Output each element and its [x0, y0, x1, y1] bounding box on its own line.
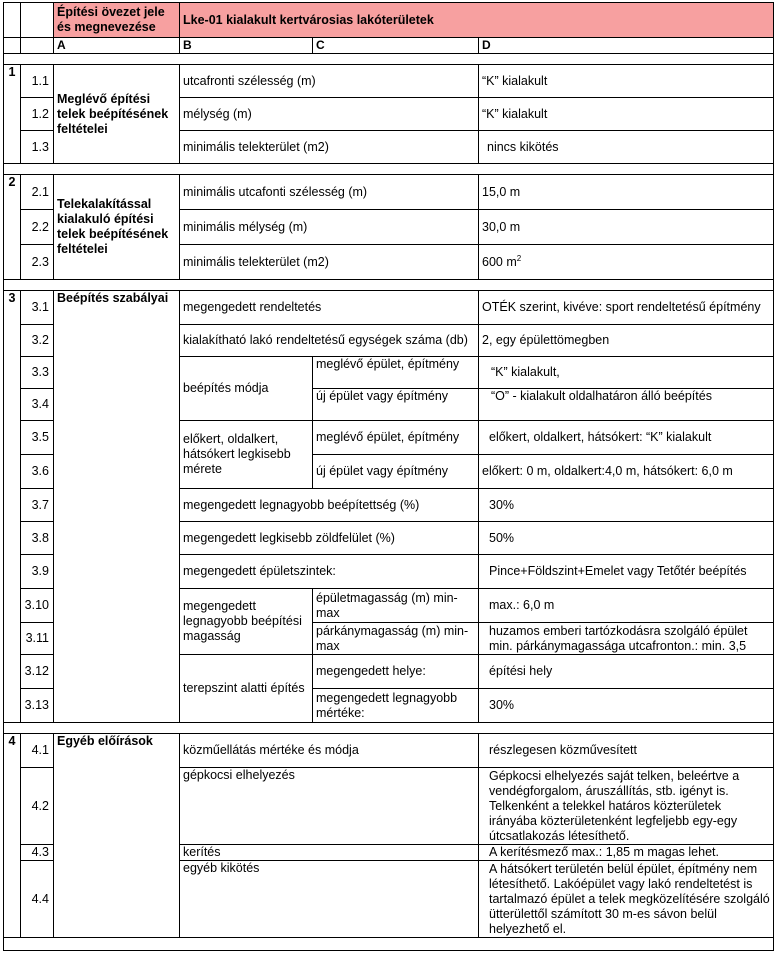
row-number: 3.13	[21, 689, 54, 723]
row-value: “K” kialakult,	[479, 357, 774, 389]
col-c-label: C	[313, 38, 479, 54]
section-title: Telekalakítással kialakuló építési telek beépítésének feltételei	[54, 175, 180, 280]
group-label: terepszint alatti építés	[180, 655, 313, 723]
row-label: minimális utcafonti szélesség (m)	[180, 175, 479, 210]
blank-cell	[4, 38, 21, 54]
row-value: 2, egy épülettömegben	[479, 325, 774, 357]
area-value: 600 m	[482, 254, 517, 269]
zone-title-cell: Lke-01 kialakult kertvárosias lakóterületek	[180, 3, 774, 38]
row-value: részlegesen közművesített	[479, 734, 774, 768]
section-number: 2	[4, 175, 21, 280]
sub-label: új épület vagy építmény	[313, 455, 479, 489]
row-number: 1.1	[21, 65, 54, 98]
spacer-cell	[4, 938, 774, 951]
row-label: megengedett legnagyobb beépítettség (%)	[180, 489, 479, 522]
row-value	[479, 245, 774, 280]
spacer-cell	[4, 280, 774, 291]
sub-label: megengedett legnagyobb mértéke:	[313, 689, 479, 723]
col-a-label: A	[54, 38, 180, 54]
row-number: 2.2	[21, 210, 54, 245]
sub-label: új épület vagy építmény	[313, 389, 479, 421]
row-number: 2.1	[21, 175, 54, 210]
spacer-cell	[4, 723, 774, 734]
row-number: 3.8	[21, 522, 54, 555]
row-label: egyéb kikötés	[180, 861, 479, 938]
group-label: megengedett legnagyobb beépítési magasság	[180, 589, 313, 655]
group-label: beépítés módja	[180, 357, 313, 421]
row-value: OTÉK szerint, kivéve: sport rendeltetésű építmény	[479, 291, 774, 325]
row-value: “K” kialakult	[479, 98, 774, 131]
row-number: 3.6	[21, 455, 54, 489]
table-row	[4, 734, 774, 768]
row-number: 3.5	[21, 421, 54, 455]
sub-label: meglévő épület, építmény	[313, 357, 479, 389]
row-label: megengedett rendeltetés	[180, 291, 479, 325]
table-header-row	[4, 3, 774, 38]
col-b-label: B	[180, 38, 313, 54]
row-value: A kerítésmező max.: 1,85 m magas lehet.	[479, 845, 774, 861]
row-label: gépkocsi elhelyezés	[180, 768, 479, 845]
group-label: előkert, oldalkert, hátsókert legkisebb mérete	[180, 421, 313, 489]
row-number: 1.3	[21, 131, 54, 164]
row-label: minimális telekterület (m2)	[180, 245, 479, 280]
section-number: 1	[4, 65, 21, 164]
row-value: 30,0 m	[479, 210, 774, 245]
corner-cell	[4, 3, 21, 38]
row-label: minimális telekterület (m2)	[180, 131, 479, 164]
row-value: Gépkocsi elhelyezés saját telken, beleértve a vendégforgalom, áruszállítás, stb. igényt is. Telkenként a telekkel határos közterületek irányába közterületenként legfeljebb egy-egy útcsatlakozás létesíthető.	[479, 768, 774, 845]
row-number: 1.2	[21, 98, 54, 131]
section-title: Egyéb előírások	[54, 734, 180, 938]
section-title: Meglévő építési telek beépítésének feltételei	[54, 65, 180, 164]
section-number: 4	[4, 734, 21, 938]
row-label: megengedett legkisebb zöldfelület (%)	[180, 522, 479, 555]
row-value: 30%	[479, 689, 774, 723]
row-label: kialakítható lakó rendeltetésű egységek száma (db)	[180, 325, 479, 357]
row-number: 4.2	[21, 768, 54, 845]
row-number: 4.4	[21, 861, 54, 938]
row-number: 4.1	[21, 734, 54, 768]
row-number: 3.1	[21, 291, 54, 325]
row-value: max.: 6,0 m	[479, 589, 774, 623]
row-number: 4.3	[21, 845, 54, 861]
sub-label: épületmagasság (m) min-max	[313, 589, 479, 623]
spacer-row	[4, 54, 774, 65]
sub-label: megengedett helye:	[313, 655, 479, 689]
row-number: 3.11	[21, 623, 54, 655]
row-label: mélység (m)	[180, 98, 479, 131]
sub-label: párkánymagasság (m) min-max	[313, 623, 479, 655]
row-value: A hátsókert területén belül épület, építmény nem létesíthető. Lakóépület vagy lakó rendeltetést is tartalmazó épület a telek megközelítésére szolgáló ütterülettől számított 30 m-es sávon belül helyezhető el.	[479, 861, 774, 938]
row-value: nincs kikötés	[479, 131, 774, 164]
row-number: 3.12	[21, 655, 54, 689]
table-row	[4, 65, 774, 98]
table-row	[4, 291, 774, 325]
row-label: minimális mélység (m)	[180, 210, 479, 245]
blank-cell	[21, 38, 54, 54]
row-value: 15,0 m	[479, 175, 774, 210]
spacer-cell	[4, 164, 774, 175]
column-letter-row	[4, 38, 774, 54]
zoning-table	[3, 2, 774, 951]
spacer-cell	[4, 54, 774, 65]
row-value: 30%	[479, 489, 774, 522]
row-number: 3.3	[21, 357, 54, 389]
row-label: kerítés	[180, 845, 479, 861]
row-label: megengedett épületszintek:	[180, 555, 479, 589]
row-label: utcafronti szélesség (m)	[180, 65, 479, 98]
row-value: építési hely	[479, 655, 774, 689]
row-label: közműellátás mértéke és módja	[180, 734, 479, 768]
zone-label-cell: Építési övezet jele és megnevezése	[54, 3, 180, 38]
table-row	[4, 175, 774, 210]
spacer-row	[4, 723, 774, 734]
row-number: 3.9	[21, 555, 54, 589]
row-value: 50%	[479, 522, 774, 555]
row-value: előkert: 0 m, oldalkert:4,0 m, hátsókert: 6,0 m	[479, 455, 774, 489]
row-value: “O” - kialakult oldalhatáron álló beépítés	[479, 389, 774, 421]
spacer-row	[4, 164, 774, 175]
section-title: Beépítés szabályai	[54, 291, 180, 723]
corner-cell	[21, 3, 54, 38]
row-number: 3.4	[21, 389, 54, 421]
row-number: 3.2	[21, 325, 54, 357]
row-number: 3.7	[21, 489, 54, 522]
spacer-row	[4, 280, 774, 291]
row-number: 2.3	[21, 245, 54, 280]
spacer-row	[4, 938, 774, 951]
row-number: 3.10	[21, 589, 54, 623]
row-value: “K” kialakult	[479, 65, 774, 98]
col-d-label: D	[479, 38, 774, 54]
row-value: Pince+Földszint+Emelet vagy Tetőtér beépítés	[479, 555, 774, 589]
row-value: huzamos emberi tartózkodásra szolgáló épület min. párkánymagassága utcafronton.: min. 3,5	[479, 623, 774, 655]
sub-label: meglévő épület, építmény	[313, 421, 479, 455]
row-value: előkert, oldalkert, hátsókert: “K” kialakult	[479, 421, 774, 455]
area-exponent: 2	[516, 253, 522, 263]
section-number: 3	[4, 291, 21, 723]
